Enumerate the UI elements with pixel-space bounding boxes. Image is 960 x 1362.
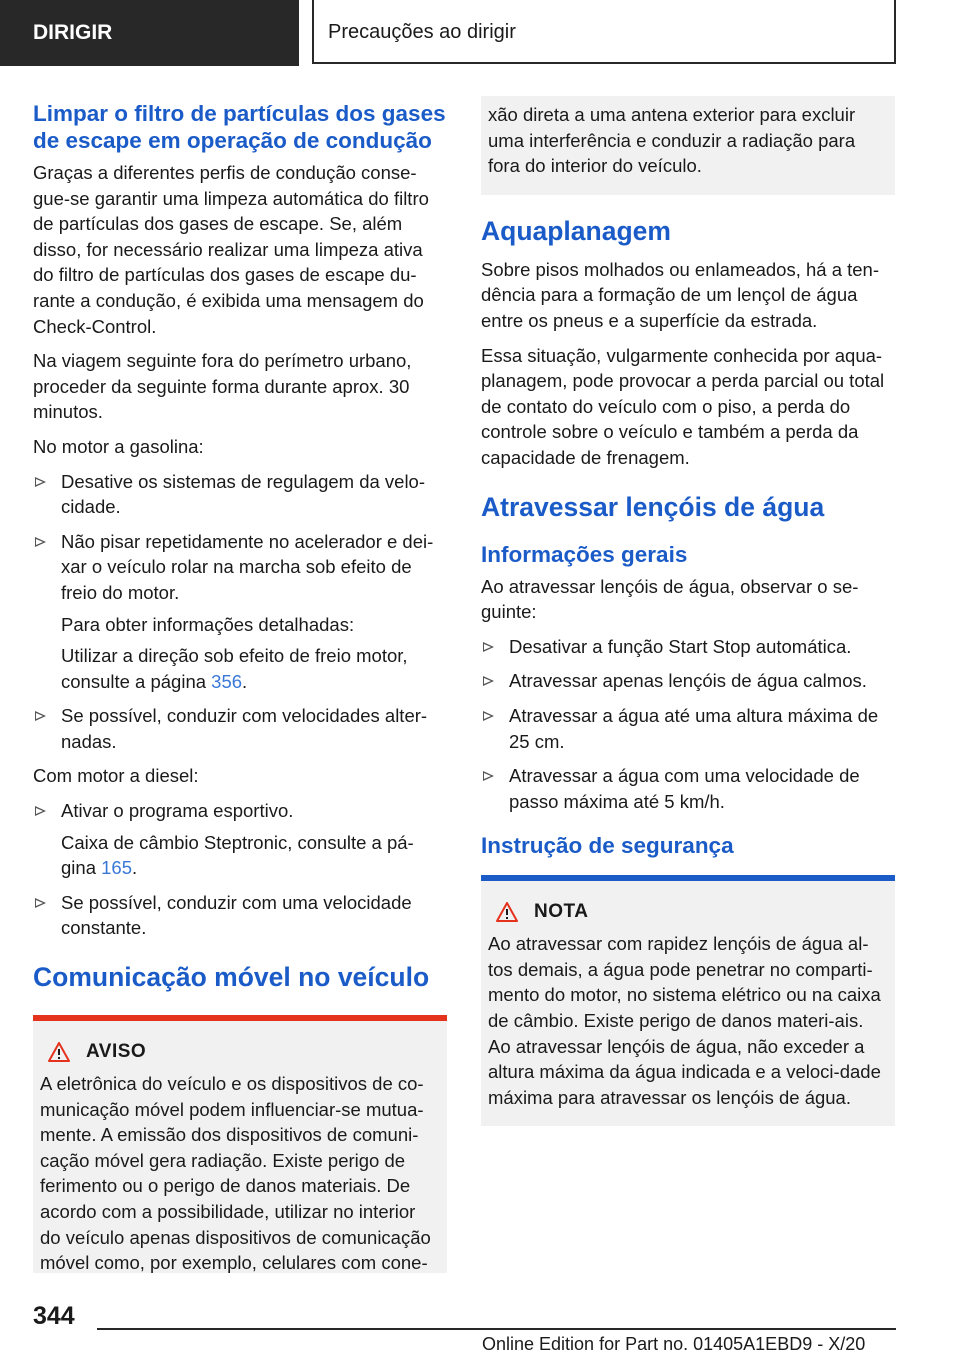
list-item: Desativar a função Start Stop automática. [481,634,895,660]
heading-crossing-water: Atravessar lençóis de água [481,491,825,522]
bullet-triangle-icon [483,711,494,721]
list-item: Desative os sistemas de regulagem da velo-cidade. [33,469,447,520]
water-crossing-list [481,634,895,815]
page-footer [0,1296,960,1362]
page-header [0,0,960,66]
paragraph: Com motor a diesel: [33,765,199,787]
list-item-continuation: Para obter informações detalhadas: [61,613,355,635]
left-column [33,100,447,1273]
paragraph: Graças a diferentes perfis de condução conse-gue-se garantir uma limpeza automática do filtro de partículas dos gases de escape. Se, além disso, for necessário realizar uma limpeza ativa do filtro de partículas dos gases de escape du-rante a condução, é exibida uma mensagem do Check-Control. [33,162,429,337]
paragraph: Ao atravessar lençóis de água, observar o se-guinte: [481,575,859,623]
paragraph: Na viagem seguinte fora do perímetro urbano, proceder da seguinte forma durante aprox. 30 minutos. [33,350,412,423]
heading-filter-cleaning: Limpar o filtro de partículas dos gases de escape em operação de condução [33,101,446,153]
list-item-continuation: Utilizar a direção sob efeito de freio motor, consulte a página 356. [61,645,408,692]
footer-divider [97,1328,896,1330]
heading-safety-instruction: Instrução de segurança [481,833,734,859]
section-tab: DIRIGIR [0,0,299,66]
heading-aquaplaning: Aquaplanagem [481,215,671,246]
list-item-continuation: Caixa de câmbio Steptronic, consulte a pá-gina 165. [61,831,414,879]
list-item: Atravessar a água até uma altura máxima de 25 cm. [481,703,895,754]
list-item: Não pisar repetidamente no acelerador e dei-xar o veículo rolar na marcha sob efeito de freio do motor. Para obter informações detalhadas: Utilizar a direção sob efeito de freio motor, consulte a página 356. [33,529,447,695]
paragraph: No motor a gasolina: [33,435,204,457]
note-title: NOTA [534,901,589,923]
bullet-triangle-icon [35,537,46,547]
bullet-triangle-icon [483,771,494,781]
bullet-triangle-icon [483,642,494,652]
bullet-triangle-icon [35,711,46,721]
paragraph: Sobre pisos molhados ou enlameados, há a ten-dência para a formação de um lençol de água entre os pneus e a superfície da estrada. [481,258,880,331]
heading-mobile-communication: Comunicação móvel no veículo [33,962,430,993]
page-reference-link[interactable]: 356 [211,670,243,692]
right-column [481,100,895,1126]
warning-text: A eletrônica do veículo e os dispositivos de co-municação móvel podem influenciar-se mutua-mente. A emissão dos dispositivos de comuni-cação móvel gera radiação. Existe perigo de ferimento ou o perigo de danos materiais. De acordo com a possibilidade, utilizar no interior do veículo apenas dispositivos de comunicação móvel como, por exemplo, celulares com cone- [40,1073,431,1274]
list-item: Ativar o programa esportivo. Caixa de câmbio Steptronic, consulte a pá-gina 165. [33,798,447,881]
edition-text: Online Edition for Part no. 01405A1EBD9 - X/20 [482,1334,866,1354]
heading-general-information: Informações gerais [481,541,688,567]
list-item: Se possível, conduzir com uma velocidade constante. [33,890,447,941]
gasoline-list [33,469,447,755]
bullet-triangle-icon [483,676,494,686]
diesel-list [33,798,447,941]
warning-text-continuation: xão direta a uma antena exterior para excluir uma interferência e conduzir a radiação para fora do interior do veículo. [488,104,856,177]
note-box [481,875,895,1126]
warning-triangle-icon [496,902,518,922]
bullet-triangle-icon [35,806,46,816]
warning-box [33,1015,447,1273]
warning-box-continuation [481,96,895,195]
paragraph: Essa situação, vulgarmente conhecida por aqua-planagem, pode provocar a perda parcial ou total de contato do veículo com o piso, a perda do controle sobre o veículo e também a perda da capacidade de frenagem. [481,344,885,468]
bullet-triangle-icon [35,477,46,487]
list-item: Atravessar apenas lençóis de água calmos. [481,668,895,694]
page-number: 344 [33,1302,75,1330]
bullet-triangle-icon [35,898,46,908]
chapter-title: Precauções ao dirigir [312,0,896,64]
list-item: Se possível, conduzir com velocidades alter-nadas. [33,703,447,754]
warning-title: AVISO [86,1041,147,1063]
warning-triangle-icon [48,1042,70,1062]
note-text: Ao atravessar com rapidez lençóis de água al-tos demais, a água pode penetrar no comparti-mento do motor, no sistema elétrico ou na caixa de câmbio. Existe perigo de danos materi-ais. Ao atravessar lençóis de água, não exceder a altura máxima da água indicada e a veloci-dade máxima para atravessar os lençóis de água. [488,933,881,1108]
page-reference-link[interactable]: 165 [101,857,132,879]
list-item: Atravessar a água com uma velocidade de passo máxima até 5 km/h. [481,763,895,814]
